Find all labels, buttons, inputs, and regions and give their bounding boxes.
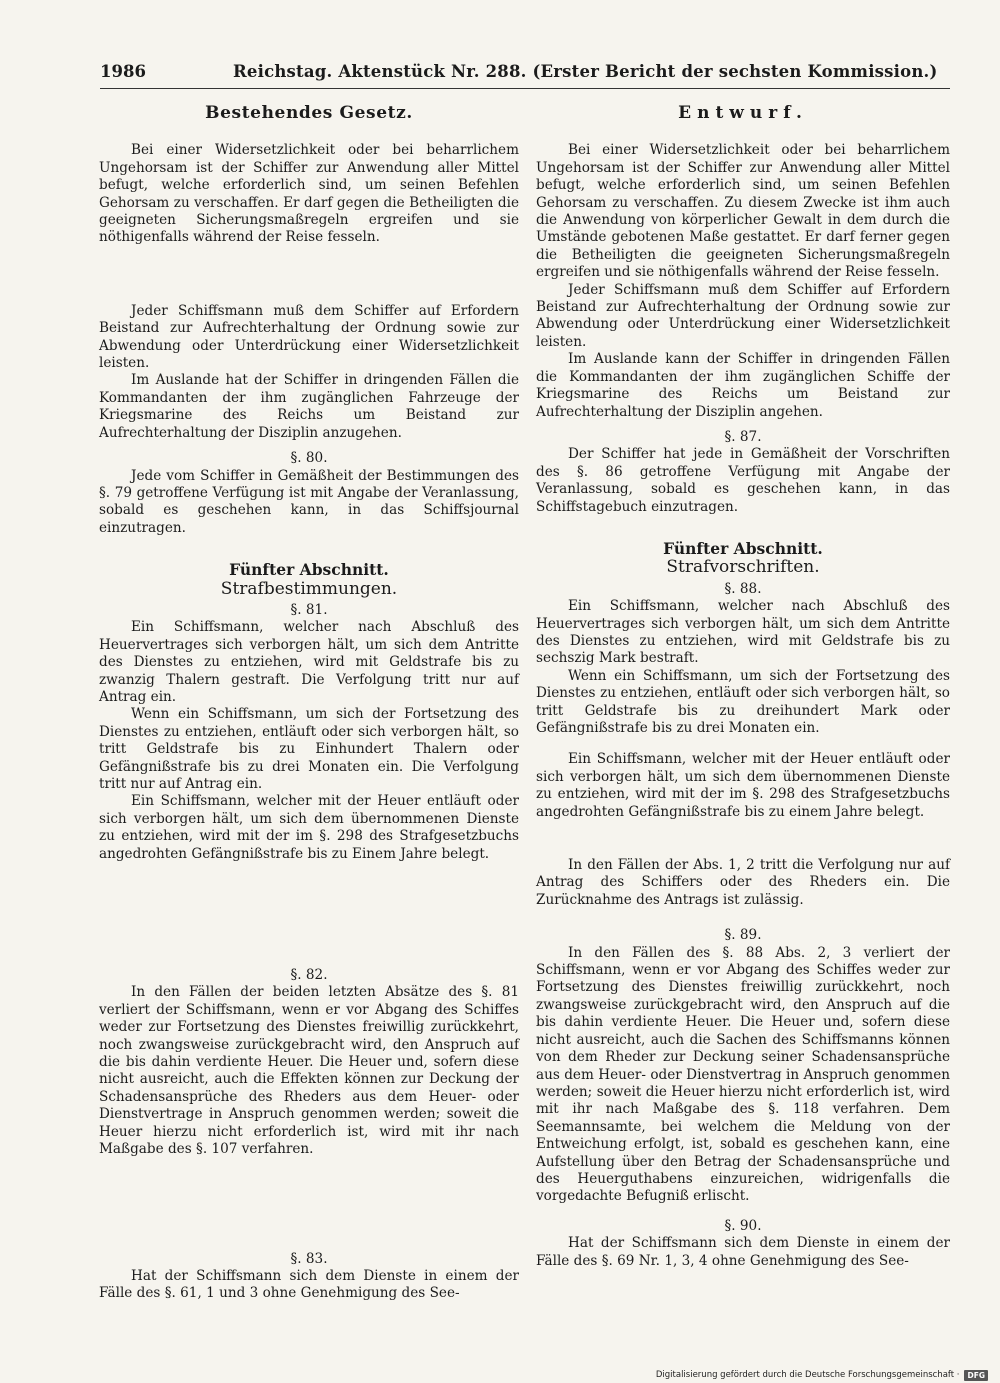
chapter-title: Fünfter Abschnitt.	[663, 538, 823, 558]
digitization-credit	[656, 1369, 988, 1381]
paragraph: Ein Schiffsmann, welcher nach Abschluß des Heuervertrages sich verborgen hält, um sich dem Antritte des Dienstes zu entziehen, wird mit Geldstrafe bis zu sechszig Mark bestraft.	[536, 598, 950, 667]
running-title: Reichstag. Aktenstück Nr. 288. (Erster Bericht der sechsten Kommission.)	[233, 62, 938, 81]
paragraph: Jede vom Schiffer in Gemäßheit der Bestimmungen des §. 79 getroffene Verfügung ist mit Angabe der Veranlassung, sobald es geschehen kann, in das Schiffsjournal einzutragen.	[99, 467, 519, 536]
column-existing-law	[99, 105, 519, 1303]
section-number: §. 83.	[290, 1250, 328, 1267]
paragraph: In den Fällen der beiden letzten Absätze des §. 81 verliert der Schiffsmann, wenn er vor Abgang des Schiffes weder zur Fortsetzung des Dienstes freiwillig zurückkehrt, noch zwangsweise zurückgebracht wird, den Anspruch auf die bis dahin verdiente Heuer. Die Heuer und, sofern diese nicht ausreicht, auch die Effekten können zur Deckung der Schadensansprüche des Rheders aus dem Heuer- oder Dienstvertrage in Anspruch genommen werden; soweit die Heuer hierzu nicht erforderlich ist, wird mit ihr nach Maßgabe des §. 107 verfahren.	[99, 984, 519, 1158]
paragraph: Ein Schiffsmann, welcher mit der Heuer entläuft oder sich verborgen hält, um sich dem übernommenen Dienste zu entziehen, wird mit der im §. 298 des Strafgesetzbuchs angedrohten Gefängnißstrafe bis zu Einem Jahre belegt.	[99, 793, 519, 862]
paragraph: Wenn ein Schiffsmann, um sich der Fortsetzung des Dienstes zu entziehen, entläuft oder sich verborgen hält, so tritt Geldstrafe bis zu dreihundert Mark oder Gefängnißstrafe bis zu drei Monaten ein.	[536, 667, 950, 736]
paragraph: Jeder Schiffsmann muß dem Schiffer auf Erfordern Beistand zur Aufrechterhaltung der Ordnung sowie zur Abwendung oder Unterdrückung einer Widersetzlichkeit leisten.	[536, 281, 950, 350]
paragraph: Der Schiffer hat jede in Gemäßheit der Vorschriften des §. 86 getroffene Verfügung mit Angabe der Veranlassung, sobald es geschehen kann, in das Schiffstagebuch einzutragen.	[536, 446, 950, 515]
paragraph: Hat der Schiffsmann sich dem Dienste in einem der Fälle des §. 69 Nr. 1, 3, 4 ohne Genehmigung des See-	[536, 1235, 950, 1269]
section-number: §. 82.	[290, 967, 328, 984]
paragraph: Hat der Schiffsmann sich dem Dienste in einem der Fälle des §. 61, 1 und 3 ohne Genehmigung des See-	[99, 1267, 519, 1302]
paragraph: In den Fällen des §. 88 Abs. 2, 3 verliert der Schiffsmann, wenn er vor Abgang des Schiffes weder zur Fortsetzung des Dienstes freiwillig zurückkehrt, noch zwangsweise zurückgebracht wird, den Anspruch auf die bis dahin verdiente Heuer. Die Heuer und, sofern diese nicht ausreicht, auch die Sachen des Schiffsmanns können von dem Rheder zur Deckung seiner Schadensansprüche aus dem Heuer- oder Dienstvertrag in Anspruch genommen werden; soweit die Heuer hierzu nicht erforderlich ist, wird mit ihr nach Maßgabe des §. 118 verfahren. Dem Seemannsamte, bei welchem die Meldung von der Entweichung erfolgt, ist, sobald es geschehen kann, eine Aufstellung über den Betrag der Schadensansprüche und des Heuerguthabens einzureichen, widrigenfalls die vorgedachte Befugniß erlischt.	[536, 944, 950, 1205]
paragraph: Ein Schiffsmann, welcher nach Abschluß des Heuervertrages sich verborgen hält, um sich dem Antritte des Dienstes zu entziehen, wird mit Geldstrafe bis zu zwanzig Thalern gestraft. Die Verfolgung tritt nur auf Antrag ein.	[99, 619, 519, 705]
paragraph: Im Auslande hat der Schiffer in dringenden Fällen die Kommandanten der ihm zugänglichen Fahrzeuge der Kriegsmarine des Reichs um Beistand zur Aufrechterhaltung der Disziplin anzugehen.	[99, 372, 519, 441]
section-number: §. 81.	[290, 601, 328, 618]
header-rule	[100, 88, 950, 89]
credit-text: Digitalisierung gefördert durch die Deutsche Forschungsgemeinschaft ·	[655, 1370, 960, 1380]
paragraph: Jeder Schiffsmann muß dem Schiffer auf Erfordern Beistand zur Aufrechterhaltung der Ordnung sowie zur Abwendung oder Unterdrückung einer Widersetzlichkeit leisten.	[99, 302, 519, 372]
column-heading-existing-law: Bestehendes Gesetz.	[205, 103, 413, 123]
column-heading-draft: Entwurf.	[678, 103, 808, 123]
paragraph: Im Auslande kann der Schiffer in dringenden Fällen die Kommandanten der ihm zugänglichen Schiffe der Kriegsmarine des Reichs um Beistand zur Aufrechterhaltung der Disziplin angehen.	[536, 351, 950, 420]
page-header	[100, 56, 950, 86]
dfg-logo: DFG	[964, 1370, 988, 1381]
chapter-subtitle: Strafvorschriften.	[666, 557, 820, 578]
page-number: 1986	[100, 62, 146, 81]
section-number: §. 88.	[724, 580, 762, 597]
paragraph: Ein Schiffsmann, welcher mit der Heuer entläuft oder sich verborgen hält, um sich dem übernommenen Dienste zu entziehen, wird mit der im §. 298 des Strafgesetzbuchs angedrohten Gefängnißstrafe bis zu einem Jahre belegt.	[536, 751, 950, 820]
paragraph: Bei einer Widersetzlichkeit oder bei beharrlichem Ungehorsam ist der Schiffer zur Anwendung aller Mittel befugt, welche erforderlich sind, um seinen Befehlen Gehorsam zu verschaffen. Er darf gegen die Betheiligten die geeigneten Sicherungsmaßregeln ergreifen und sie nöthigenfalls während der Reise fesseln.	[99, 142, 519, 246]
chapter-subtitle: Strafbestimmungen.	[220, 578, 398, 599]
section-number: §. 89.	[724, 927, 762, 944]
section-number: §. 90.	[724, 1217, 762, 1234]
section-number: §. 80.	[290, 450, 328, 467]
paragraph: Wenn ein Schiffsmann, um sich der Fortsetzung des Dienstes zu entziehen, entläuft oder sich verborgen hält, so tritt Geldstrafe bis zu Einhundert Thalern oder Gefängnißstrafe bis zu drei Monaten ein. Die Verfolgung tritt nur auf Antrag ein.	[99, 706, 519, 792]
column-draft	[536, 105, 950, 1270]
paragraph: In den Fällen der Abs. 1, 2 tritt die Verfolgung nur auf Antrag des Schiffers oder des Rheders ein. Die Zurücknahme des Antrags ist zulässig.	[536, 857, 950, 908]
section-number: §. 87.	[724, 428, 762, 445]
chapter-title: Fünfter Abschnitt.	[229, 560, 389, 580]
paragraph: Bei einer Widersetzlichkeit oder bei beharrlichem Ungehorsam ist der Schiffer zur Anwendung aller Mittel befugt, welche erforderlich sind, um seinen Befehlen Gehorsam zu verschaffen. Zu diesem Zwecke ist ihm auch die Anwendung von körperlicher Gewalt in dem durch die Umstände gebotenen Maße gestattet. Er darf ferner gegen die Betheiligten die geeigneten Sicherungsmaßregeln ergreifen und sie nöthigenfalls während der Reise fesseln.	[536, 142, 950, 281]
